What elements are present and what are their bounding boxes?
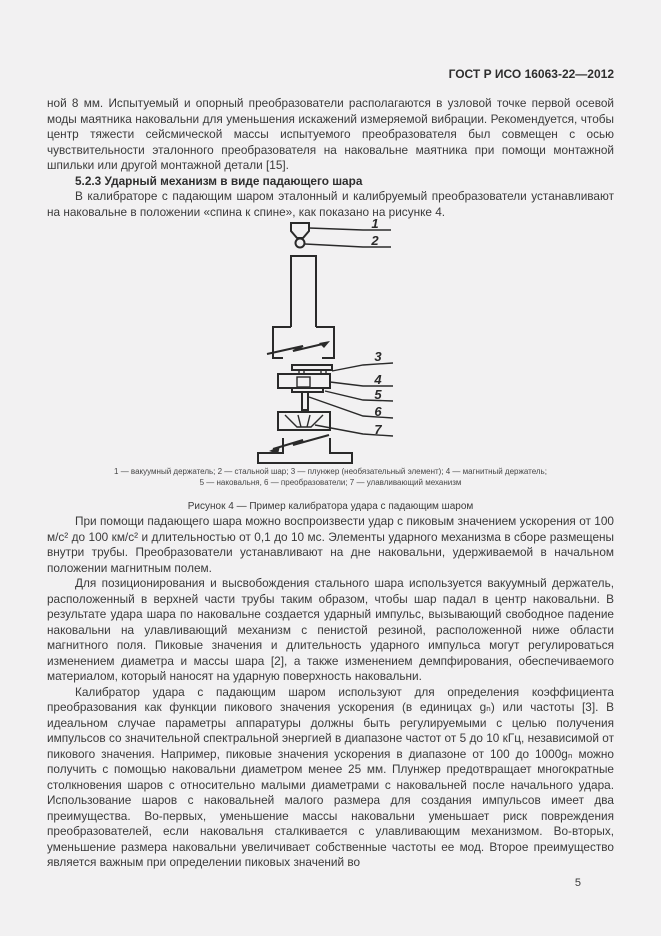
svg-text:2: 2 bbox=[371, 233, 379, 248]
para-drop-ball: При помощи падающего шара можно воспроизвести удар с пиковым значением ускорения от 100 м/с² до 100 км/с² и длительностью от 0,1 до 10 мс. Элементы ударного механизма в сборе размещены внутри трубы. Преобразователи устанавливают на дне наковальни, удерживаемой в начальном положении магнитным полем. bbox=[47, 514, 614, 575]
figure-4 bbox=[47, 216, 614, 466]
page-number: 5 bbox=[574, 876, 581, 889]
vacuum-holder-notch bbox=[298, 224, 306, 231]
drop-ball-calibrator-diagram bbox=[245, 216, 427, 472]
section-heading: 5.2.3 Ударный механизм в виде падающего шара bbox=[75, 173, 363, 188]
para-usage: Калибратор удара с падающим шаром используют для определения коэффициента преобразования как функции пикового значения ускорения (в единицах gₙ) или частоты [3]. В идеальном случае параметры аппаратуры должны быть регулируемыми с целью получения импульсов со значительной спектральной энергией в диапазоне частот от 5 до 10 кГц, независимой от пикового значения. Например, пиковые значения ускорения в диапазоне от 100 до 1000gₙ можно получить с помощью наковальни диаметром менее 25 мм. Плунжер предотвращает многократные столкновения шаров с относительно малыми диаметрами с наковальней после начального удара. Использование шаров с наковальней малого размера для создания импульсов имеет два преимущества. Во-первых, уменьшение массы наковальни уменьшает риск повреждения преобразователей, если наковальня сталкивается с улавливающим механизмом. Во-вторых, уменьшение размера наковальни увеличивает собственные частоты ее мод. Второе преимущество является важным при определении пиковых значений во bbox=[47, 684, 614, 869]
figure-title: Рисунок 4 — Пример калибратора удара с падающим шаром bbox=[187, 501, 474, 512]
figure-callout-4 bbox=[330, 372, 393, 387]
break-arrow-bottom bbox=[273, 435, 329, 449]
transducer-shape bbox=[302, 392, 308, 410]
break-arrow-top-head bbox=[319, 341, 330, 348]
figure-callout-2 bbox=[305, 233, 391, 248]
plunger-shape bbox=[292, 365, 332, 374]
figure-callout-5 bbox=[325, 387, 393, 402]
svg-text:7: 7 bbox=[374, 422, 382, 437]
magnetic-holder-core bbox=[297, 377, 310, 387]
figure-legend-line1: 1 — вакуумный держатель; 2 — стальной шар; 3 — плунжер (необязательный элемент); 4 — магнитный держатель; bbox=[114, 467, 547, 476]
figure-callout-1 bbox=[309, 216, 391, 231]
steel-ball-shape bbox=[296, 239, 305, 248]
break-arrow-top bbox=[267, 343, 327, 354]
para-intro: В калибраторе с падающим шаром эталонный и калибруемый преобразователи устанавливают на наковальне в положении «спина к спине», как показано на рисунке 4. bbox=[47, 189, 614, 219]
svg-text:1: 1 bbox=[371, 216, 379, 231]
svg-text:3: 3 bbox=[374, 349, 382, 364]
catcher-shape bbox=[278, 412, 330, 430]
figure-callout-3 bbox=[332, 349, 393, 371]
para-positioning: Для позиционирования и высвобождения стального шара используется вакуумный держатель, расположенный в верхней части трубы таким образом, чтобы шар падал в центр наковальни. В результате удара шара по наковальне создается ударный импульс, вызывающий свободное падение наковальни на улавливающий механизм с пенистой резиной, расположенной ниже области магнитного поля. Пиковые значения и длительность ударного импульса могут регулироваться изменением диаметра и массы шара [2], а также изменением демпфирования, обеспечиваемого материалом, который наносят на ударную поверхность наковальни. bbox=[47, 576, 614, 683]
svg-text:5: 5 bbox=[374, 387, 382, 402]
svg-text:6: 6 bbox=[374, 404, 382, 419]
svg-text:4: 4 bbox=[374, 372, 382, 387]
para-continuation: ной 8 мм. Испытуемый и опорный преобразователи располагаются в узловой точке первой осевой моды маятника наковальни для уменьшения искажений измеряемой вибрации. Рекомендуется, чтобы центр тяжести сейсмической массы испытуемого преобразователя был совмещен с осью чувствительности эталонного преобразователя на наковальне маятника при помощи монтажной шпильки или другой монтажной детали [15]. bbox=[47, 96, 614, 172]
doc-header: ГОСТ Р ИСО 16063-22—2012 bbox=[448, 67, 614, 81]
figure-legend-line2: 5 — наковальня, 6 — преобразователи; 7 — улавливающий механизм bbox=[199, 478, 462, 487]
